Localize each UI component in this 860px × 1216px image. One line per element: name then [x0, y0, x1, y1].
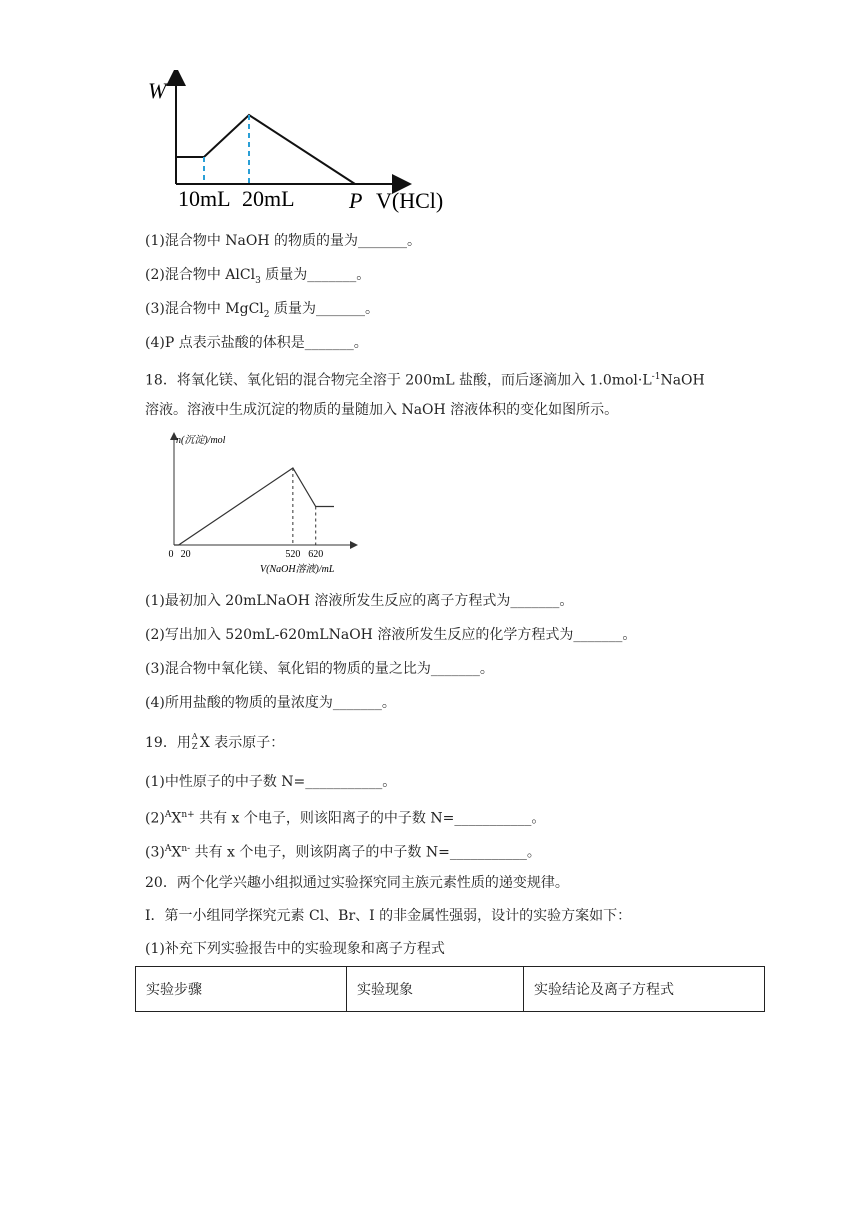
q19-stem: 19．用 A Z X 表示原子：	[145, 732, 285, 751]
table-row	[136, 967, 765, 1012]
answer-blank[interactable]: _______	[358, 233, 408, 249]
q18-x-axis-label: V(NaOH溶液)/mL	[260, 564, 335, 575]
answer-blank[interactable]: ___________	[305, 774, 383, 790]
q18-item-4: (4)所用盐酸的物质的量浓度为_______。	[145, 695, 396, 711]
nuclide-notation: A Z	[191, 732, 198, 751]
answer-blank[interactable]: ___________	[454, 810, 532, 827]
q18-item-2: (2)写出加入 520mL-620mLNaOH 溶液所发生反应的化学方程式为_______。	[145, 627, 637, 643]
q19-item-1: (1)中性原子的中子数 N=___________。	[145, 774, 397, 790]
answer-blank[interactable]: _______	[315, 301, 365, 317]
q17-item-3: (3)混合物中 MgCl$_2$ 质量为_______。	[145, 301, 379, 320]
tick-label-20ml: 20mL	[242, 186, 295, 211]
tick-label-10ml: 10mL	[178, 186, 231, 211]
answer-blank[interactable]: _______	[573, 627, 623, 643]
experiment-report-table	[135, 966, 765, 1012]
q17-item-1: (1)混合物中 NaOH 的物质的量为_______。	[145, 233, 422, 249]
q18-item-1: (1)最初加入 20mLNaOH 溶液所发生反应的离子方程式为_______。	[145, 593, 574, 609]
q20-stem: 20．两个化学兴趣小组拟通过实验探究同主族元素性质的递变规律。	[145, 875, 569, 891]
q18-stem-line1: 18．将氧化镁、氧化铝的混合物完全溶于 200mL 盐酸，而后逐滴加入 $1.0mol\cdot L^{-1}NaOH$	[145, 372, 705, 389]
q18-precipitate-chart	[160, 430, 370, 580]
q18-tick-620: 620	[308, 549, 324, 560]
q17-item-2: (2)混合物中 AlCl$_3$ 质量为_______。	[145, 267, 371, 286]
q18-precipitate-curve	[174, 468, 334, 545]
answer-blank[interactable]: _______	[510, 593, 560, 609]
header-cell-steps: 实验步骤	[136, 967, 347, 1012]
answer-blank[interactable]: _______	[307, 267, 357, 283]
figure-w-vs-hcl	[140, 70, 460, 215]
header-cell-conclusion: 实验结论及离子方程式	[524, 967, 765, 1012]
q17-item-4: (4)P 点表示盐酸的体积是_______。	[145, 335, 368, 351]
answer-blank[interactable]: _______	[430, 661, 480, 677]
x-axis-label: V(HCl)	[376, 188, 444, 213]
y-axis-label: W	[148, 78, 167, 103]
q18-tick-520: 520	[285, 549, 301, 560]
q18-tick-0: 0	[168, 549, 174, 560]
q20-part1: I．第一小组同学探究元素 Cl、Br、I 的非金属性强弱，设计的实验方案如下：	[145, 908, 632, 924]
q18-y-axis-label: n(沉淀)/mol	[176, 435, 226, 446]
header-cell-phenomena: 实验现象	[347, 967, 524, 1012]
q18-stem-line2: 溶液。溶液中生成沉淀的物质的量随加入 NaOH 溶液体积的变化如图所示。	[145, 402, 619, 418]
answer-blank[interactable]: _______	[304, 335, 354, 351]
w-curve	[176, 115, 355, 184]
q19-item-2: $(2)^AX^{n+}$ 共有 x 个电子，则该阳离子的中子数 N=___________。	[145, 810, 546, 827]
answer-blank[interactable]: _______	[332, 695, 382, 711]
answer-blank[interactable]: ___________	[449, 844, 527, 861]
q20-item-1: (1)补充下列实验报告中的实验现象和离子方程式	[145, 941, 445, 957]
q19-item-3: $(3)^AX^{n-}$ 共有 x 个电子，则该阴离子的中子数 N=___________。	[145, 844, 541, 861]
point-p-label: P	[349, 188, 363, 213]
q18-item-3: (3)混合物中氧化镁、氧化铝的物质的量之比为_______。	[145, 661, 494, 677]
q18-tick-20: 20	[180, 549, 191, 560]
